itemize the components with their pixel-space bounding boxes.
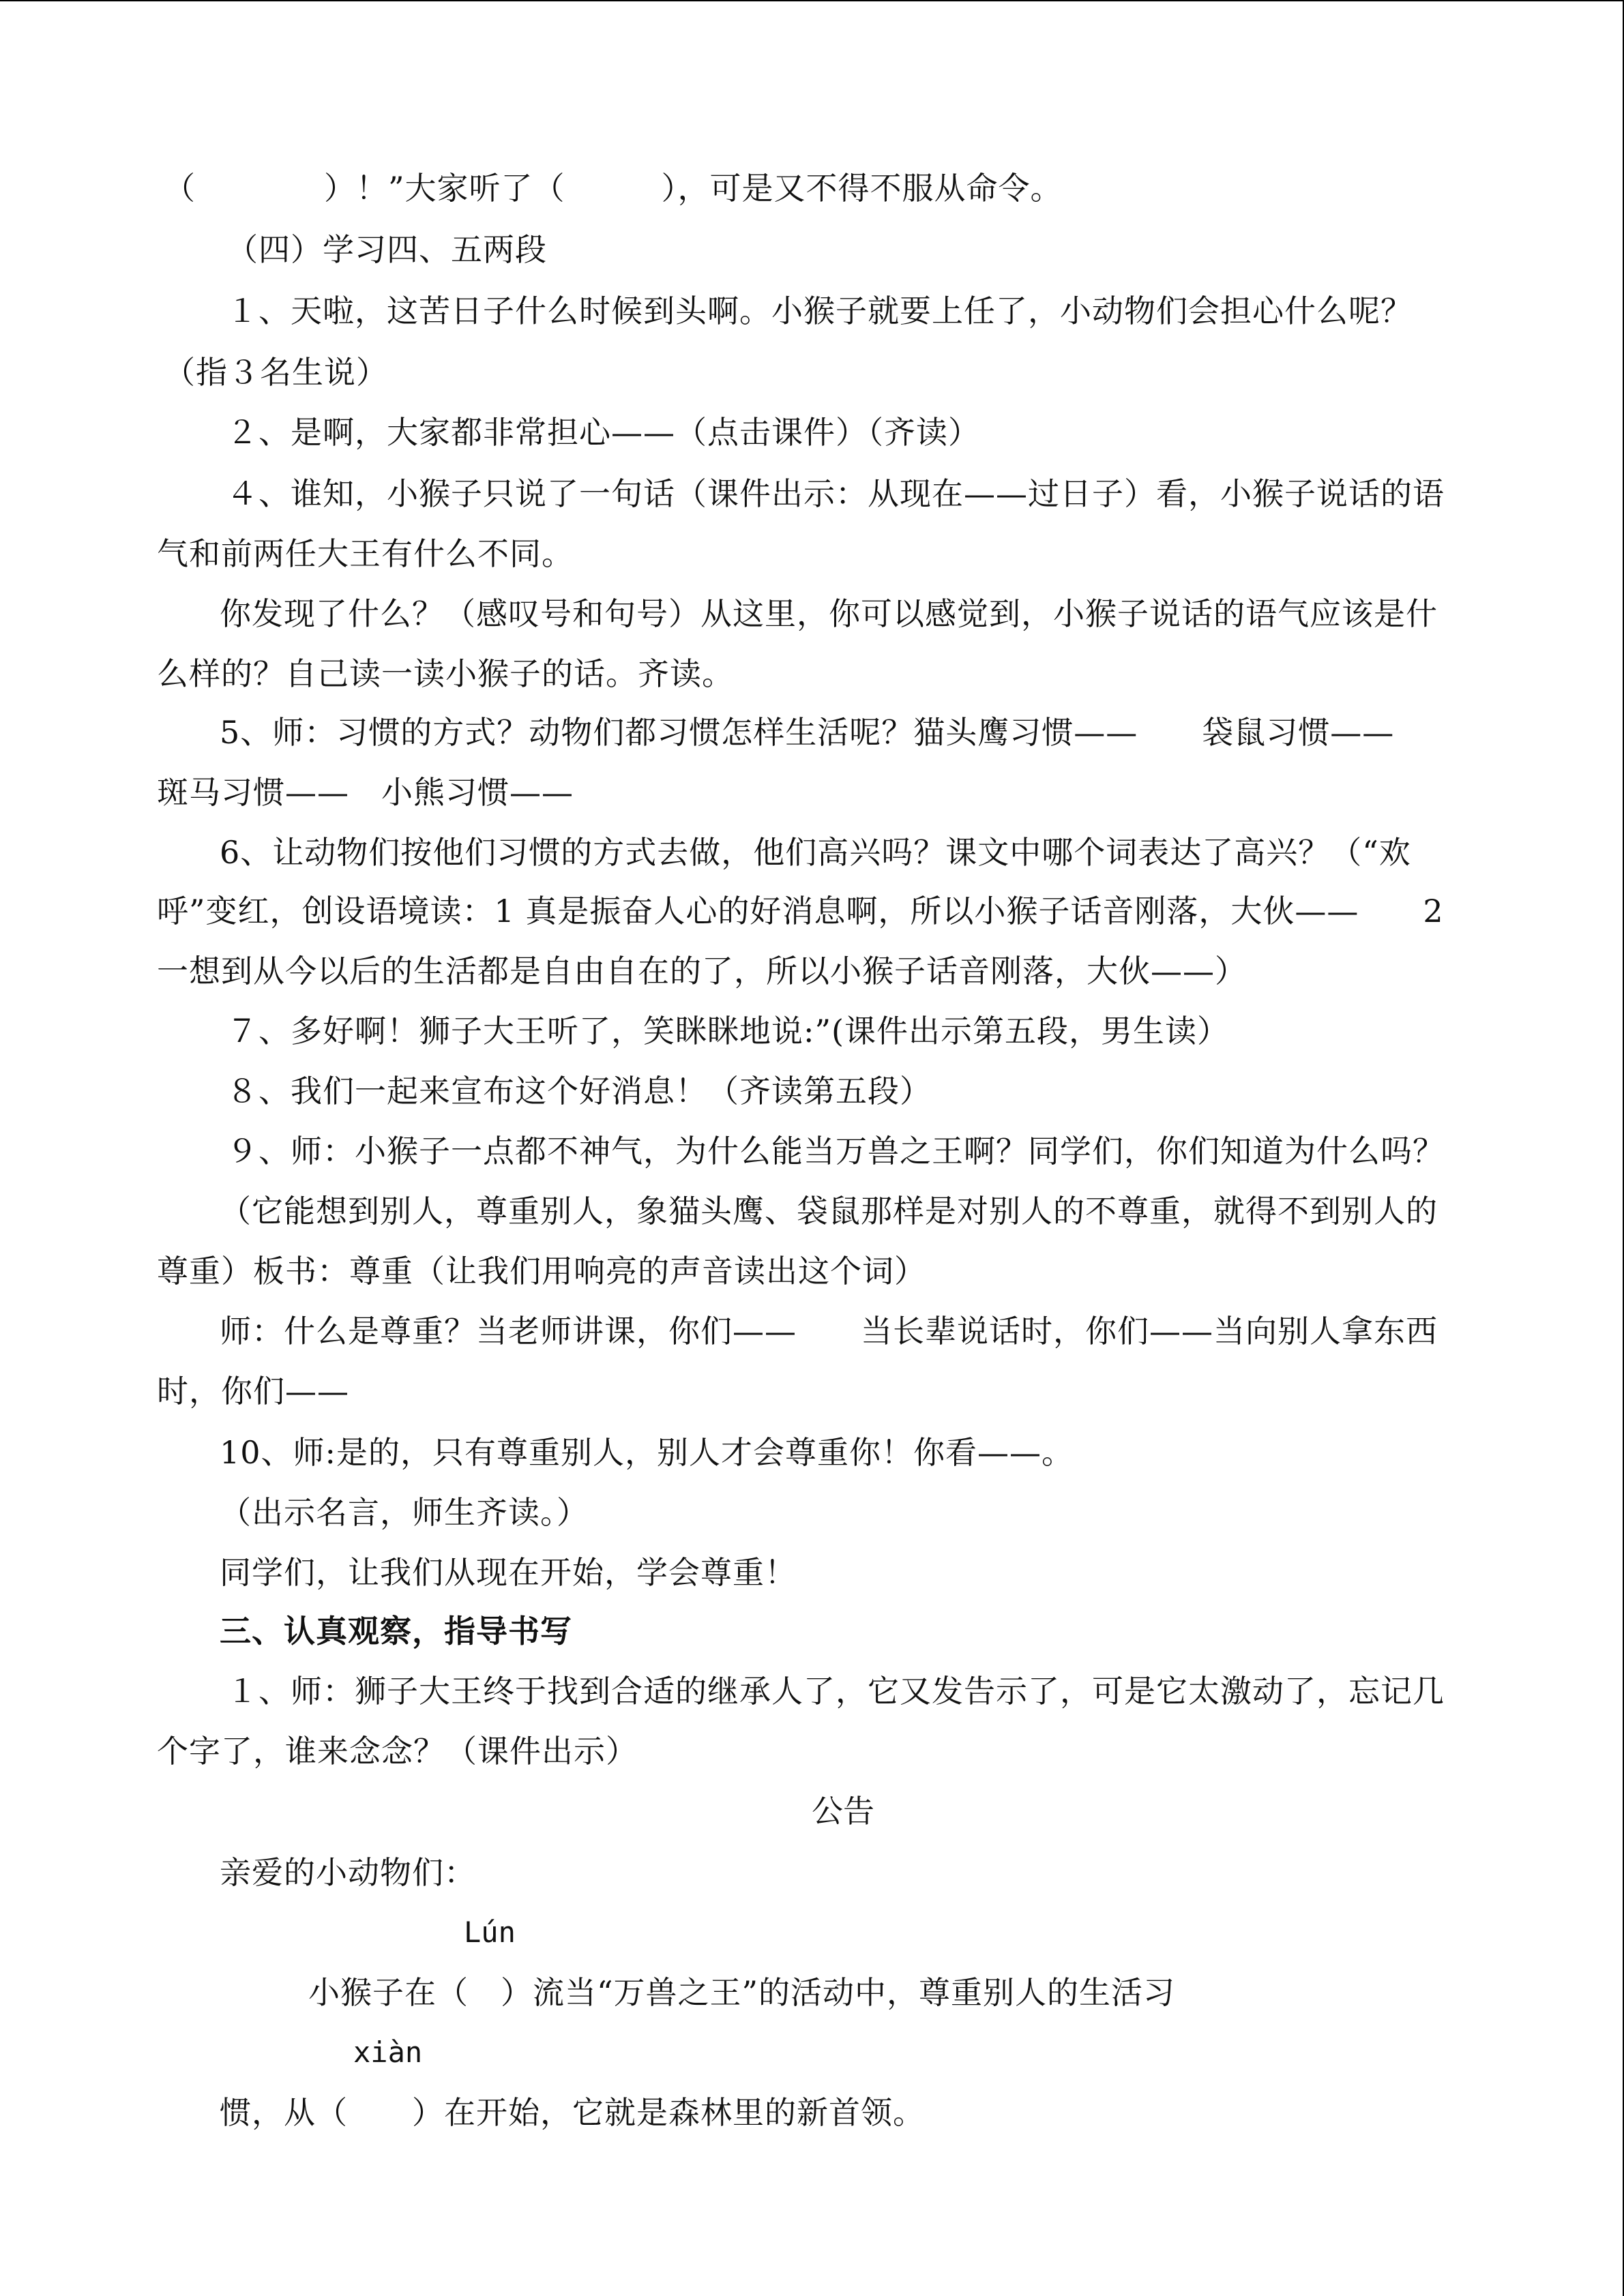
text-line: 同学们，让我们从现在开始，学会尊重！ (220, 1554, 797, 1591)
pinyin-annotation: xiàn (353, 2036, 423, 2069)
section-heading: （四）学习四、五两段 (226, 231, 547, 268)
text-line: 一想到从今以后的生活都是自由自在的了，所以小猴子话音刚落，大伙——） (157, 953, 1247, 989)
text-line: 你发现了什么？（感叹号和句号）从这里，你可以感觉到，小猴子说话的语气应该是什 (220, 595, 1438, 632)
text-line: （ ）！”大家听了（ ），可是又不得不服从命令。 (164, 170, 1063, 207)
section-heading: 三、认真观察，指导书写 (220, 1613, 572, 1650)
text-line: 斑马习惯—— 小熊习惯—— (157, 774, 574, 811)
text-line: （它能想到别人，尊重别人，象猫头鹰、袋鼠那样是对别人的不尊重，就得不到别人的 (220, 1193, 1438, 1229)
pinyin-annotation: Lún (464, 1915, 516, 1949)
text-line: ８、我们一起来宣布这个好消息！（齐读第五段） (226, 1073, 932, 1109)
text-line: ４、谁知，小猴子只说了一句话（课件出示：从现在——过日子）看，小猴子说话的语 (226, 475, 1445, 512)
notice-greeting: 亲爱的小动物们： (220, 1854, 476, 1891)
notice-title: 公告 (812, 1793, 874, 1830)
text-line: 6、让动物们按他们习惯的方式去做，他们高兴吗？课文中哪个词表达了高兴？（“欢 (220, 834, 1411, 871)
text-line: ２、是啊，大家都非常担心——（点击课件）（齐读） (226, 414, 980, 451)
text-line: 么样的？自己读一读小猴子的话。齐读。 (157, 655, 734, 692)
text-line: ７、多好啊！狮子大王听了，笑眯眯地说:”(课件出示第五段，男生读） (226, 1013, 1229, 1049)
text-line: 气和前两任大王有什么不同。 (157, 535, 574, 572)
text-line: 时，你们—— (157, 1373, 349, 1410)
text-line: （指３名生说） (164, 354, 388, 391)
text-line: １、天啦，这苦日子什么时候到头啊。小猴子就要上任了，小动物们会担心什么呢？ (226, 293, 1413, 329)
text-line: 5、师：习惯的方式？动物们都习惯怎样生活呢？猫头鹰习惯—— 袋鼠习惯—— (220, 714, 1395, 751)
text-line: 尊重）板书：尊重（让我们用响亮的声音读出这个词） (157, 1253, 926, 1289)
notice-line: 惯，从（ ）在开始，它就是森林里的新首领。 (220, 2094, 925, 2131)
text-line: 呼”变红，创设语境读：1 真是振奋人心的好消息啊，所以小猴子话音刚落，大伙—— 2 (157, 893, 1444, 929)
text-line: 10、师:是的，只有尊重别人，别人才会尊重你！你看——。 (220, 1434, 1074, 1471)
notice-line: 小猴子在（ ）流当“万兽之王”的活动中，尊重别人的生活习 (308, 1974, 1176, 2011)
text-line: １、师：狮子大王终于找到合适的继承人了，它又发告示了，可是它太激动了，忘记几 (226, 1673, 1445, 1710)
text-line: （出示名言，师生齐读。） (220, 1494, 589, 1531)
text-line: 个字了，谁来念念？（课件出示） (157, 1733, 638, 1770)
text-line: ９、师：小猴子一点都不神气，为什么能当万兽之王啊？同学们，你们知道为什么吗？ (226, 1133, 1445, 1169)
text-line: 师：什么是尊重？当老师讲课，你们—— 当长辈说话时，你们——当向别人拿东西 (220, 1313, 1438, 1350)
